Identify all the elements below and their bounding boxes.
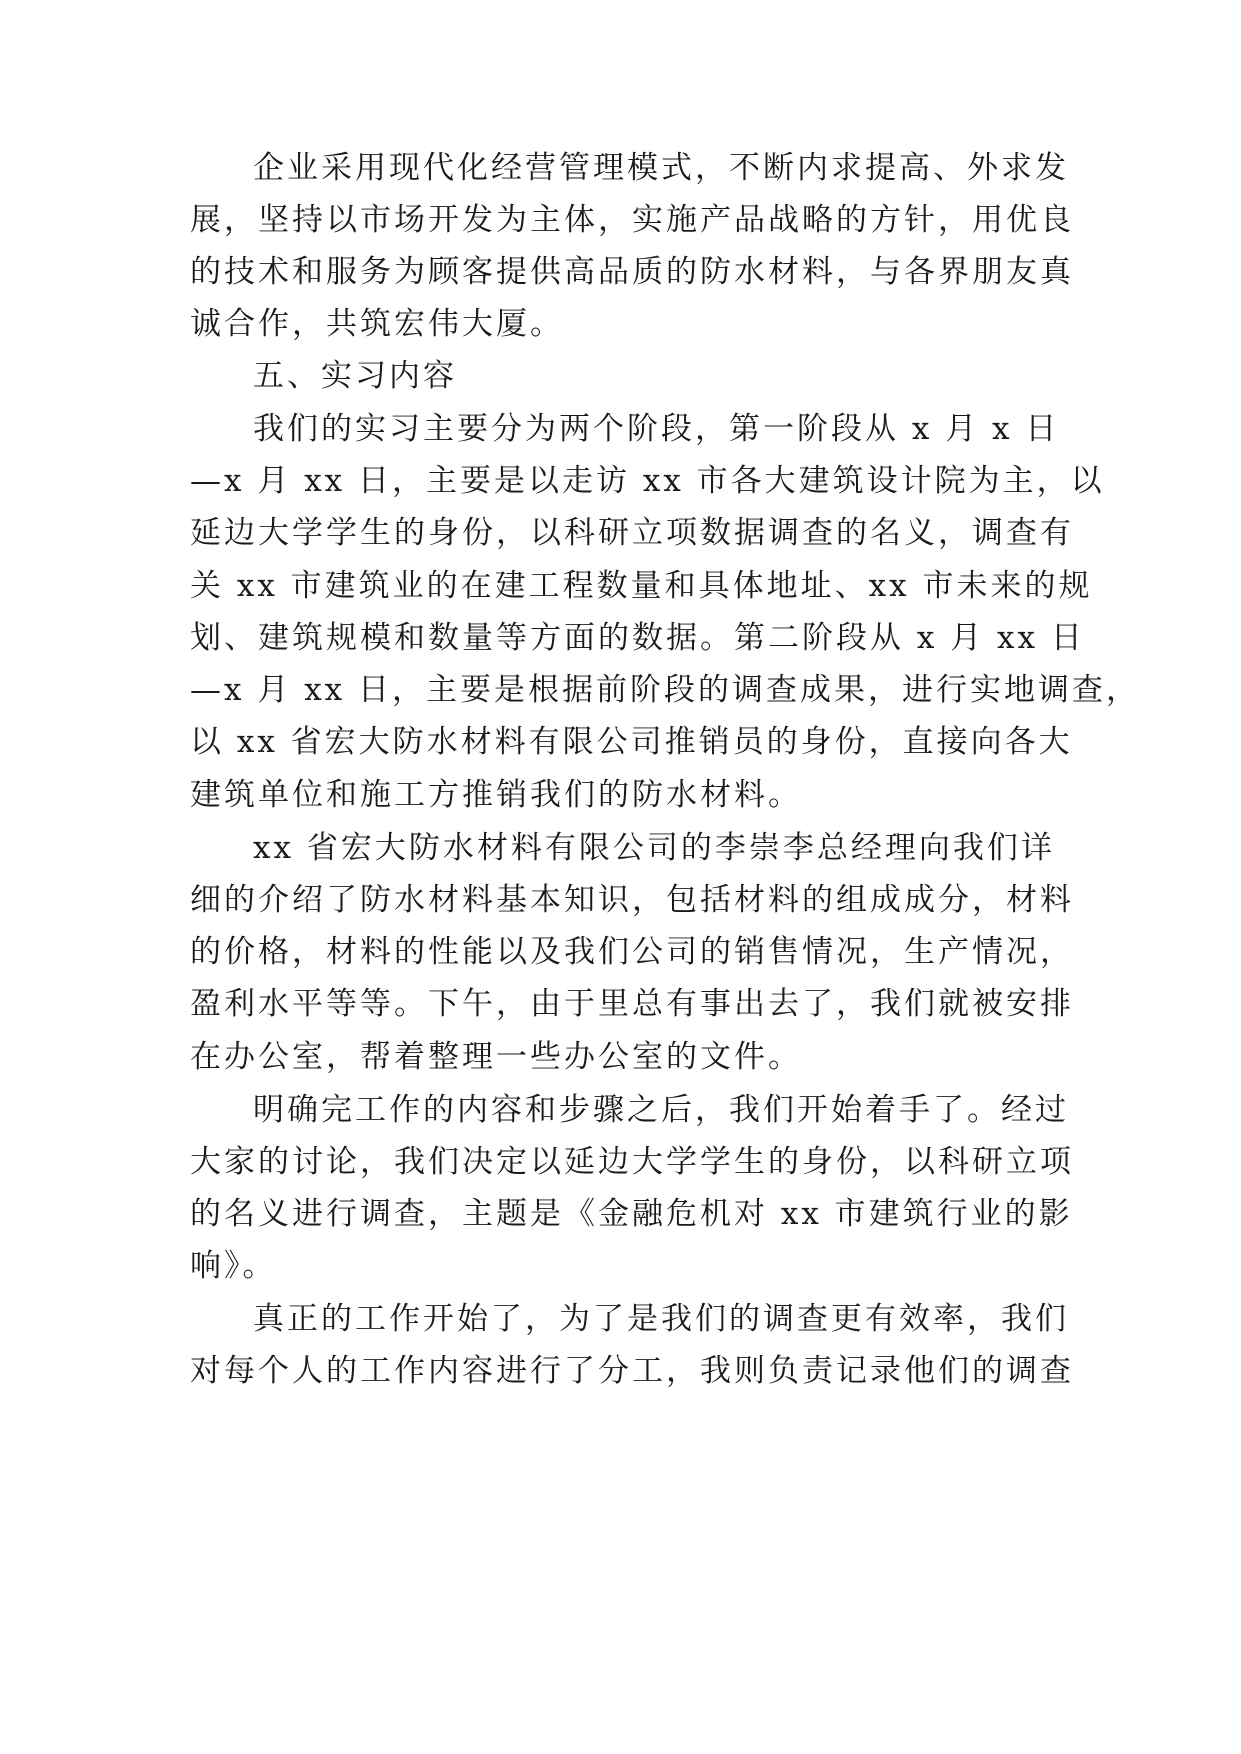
text-line: 建筑单位和施工方推销我们的防水材料。 [190,777,802,813]
text-line: 在办公室，帮着整理一些办公室的文件。 [190,1039,802,1075]
text-line: 响》。 [190,1248,277,1284]
text-line: 明确完工作的内容和步骤之后，我们开始着手了。经过 [253,1092,1069,1128]
text-line: 以 xx 省宏大防水材料有限公司推销员的身份，直接向各大 [190,724,1073,760]
text-line: 的名义进行调查，主题是《金融危机对 xx 市建筑行业的影 [190,1196,1073,1232]
text-line: 企业采用现代化经营管理模式，不断内求提高、外求发 [253,150,1069,186]
text-line: 大家的讨论，我们决定以延边大学学生的身份，以科研立项 [190,1144,1074,1180]
text-line: 展，坚持以市场开发为主体，实施产品战略的方针，用优良 [190,202,1074,238]
text-line: 的技术和服务为顾客提供高品质的防水材料，与各界朋友真 [190,254,1074,290]
text-line: 诚合作，共筑宏伟大厦。 [190,306,564,342]
text-line: 关 xx 市建筑业的在建工程数量和具体地址、xx 市未来的规 [190,568,1093,604]
section-heading: 五、实习内容 [253,358,457,394]
text-line: —x 月 xx 日，主要是以走访 xx 市各大建筑设计院为主，以 [190,463,1105,499]
text-line: 延边大学学生的身份，以科研立项数据调查的名义，调查有 [190,515,1074,551]
text-line: 真正的工作开始了，为了是我们的调查更有效率，我们 [253,1301,1069,1337]
text-line: 对每个人的工作内容进行了分工，我则负责记录他们的调查 [190,1353,1074,1389]
text-line: 的价格，材料的性能以及我们公司的销售情况，生产情况， [190,934,1074,970]
text-line: 我们的实习主要分为两个阶段，第一阶段从 x 月 x 日 [253,411,1060,447]
text-line: 盈利水平等等。下午，由于里总有事出去了，我们就被安排 [190,986,1074,1022]
text-line: 划、建筑规模和数量等方面的数据。第二阶段从 x 月 xx 日 [190,620,1085,656]
text-line: —x 月 xx 日，主要是根据前阶段的调查成果，进行实地调查， [190,672,1141,708]
text-line: 细的介绍了防水材料基本知识，包括材料的组成成分，材料 [190,882,1074,918]
text-line: xx 省宏大防水材料有限公司的李崇李总经理向我们详 [253,830,1055,866]
